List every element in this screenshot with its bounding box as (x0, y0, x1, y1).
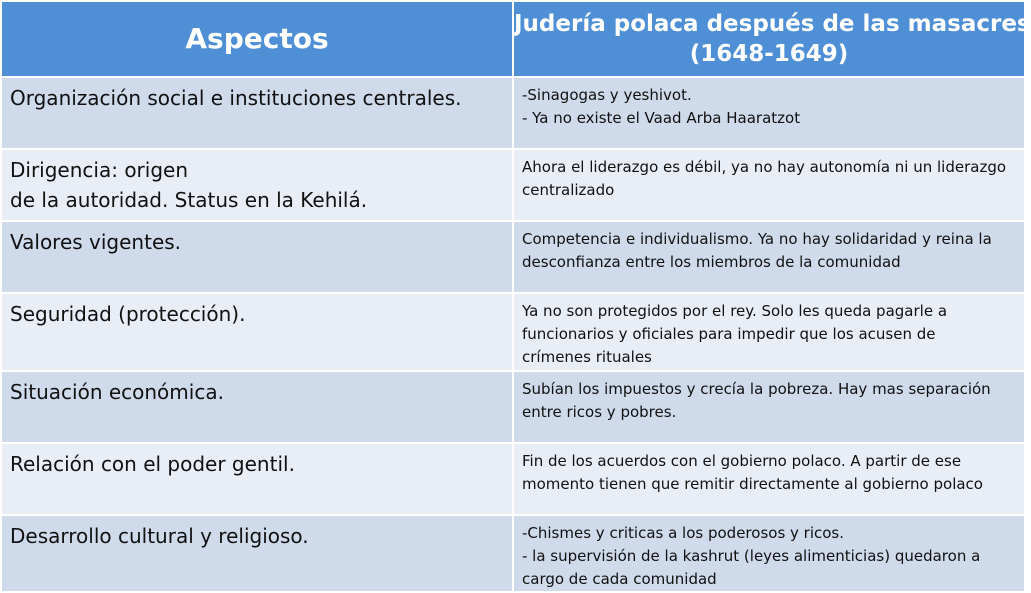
aspect-text: Situación económica. (10, 380, 224, 404)
aspect-text: Relación con el poder gentil. (10, 452, 295, 476)
description-cell (513, 371, 1025, 443)
table-row (1, 293, 1025, 371)
aspect-text: Desarrollo cultural y religioso. (10, 524, 309, 548)
description-text: Ya no son protegidos por el rey. Solo les queda pagarle a (522, 302, 948, 320)
description-text: crímenes rituales (522, 348, 652, 366)
header-juderia-title: Judería polaca después de las masacres (514, 11, 1031, 37)
header-aspectos (1, 1, 513, 77)
description-text: Ahora el liderazgo es débil, ya no hay autonomía ni un liderazgo (522, 158, 1007, 176)
aspect-text: Valores vigentes. (10, 230, 182, 254)
table-row (1, 221, 1025, 293)
aspect-cell (1, 371, 513, 443)
description-cell (513, 221, 1025, 293)
description-text: momento tienen que remitir directamente al gobierno polaco (522, 475, 983, 493)
aspect-cell (1, 443, 513, 515)
description-text: Competencia e individualismo. Ya no hay solidaridad y reina la (522, 230, 992, 248)
description-text: entre ricos y pobres. (522, 403, 677, 421)
aspect-text: Dirigencia: origen (10, 158, 189, 182)
table-row (1, 371, 1025, 443)
header-juderia-years: (1648-1649) (689, 41, 849, 67)
description-text: funcionarios y oficiales para impedir que los acusen de (522, 325, 936, 343)
description-cell (513, 515, 1025, 592)
description-text: - Ya no existe el Vaad Arba Haaratzot (522, 109, 801, 127)
aspect-cell (1, 149, 513, 221)
table-row (1, 149, 1025, 221)
description-cell (513, 149, 1025, 221)
aspect-cell (1, 515, 513, 592)
description-cell (513, 77, 1025, 149)
table-header-row (1, 1, 1025, 77)
aspect-cell (1, 77, 513, 149)
table-row (1, 77, 1025, 149)
aspect-text: Organización social e instituciones centrales. (10, 86, 462, 110)
description-text: Subían los impuestos y crecía la pobreza. Hay mas separación (522, 380, 991, 398)
description-cell (513, 293, 1025, 371)
header-aspectos-label: Aspectos (185, 22, 329, 55)
table-row (1, 515, 1025, 592)
description-text: desconfianza entre los miembros de la comunidad (522, 253, 901, 271)
aspect-cell (1, 221, 513, 293)
aspect-cell (1, 293, 513, 371)
description-text: - la supervisión de la kashrut (leyes alimenticias) quedaron a (522, 547, 981, 565)
table-row (1, 443, 1025, 515)
header-juderia (513, 1, 1031, 77)
description-text: Fin de los acuerdos con el gobierno polaco. A partir de ese (522, 452, 962, 470)
description-cell (513, 443, 1025, 515)
description-text: -Sinagogas y yeshivot. (522, 86, 692, 104)
aspect-text: Seguridad (protección). (10, 302, 246, 326)
aspect-text: de la autoridad. Status en la Kehilá. (10, 188, 368, 212)
description-text: -Chismes y criticas a los poderosos y ricos. (522, 524, 845, 542)
description-text: cargo de cada comunidad (522, 570, 717, 588)
description-text: centralizado (522, 181, 615, 199)
